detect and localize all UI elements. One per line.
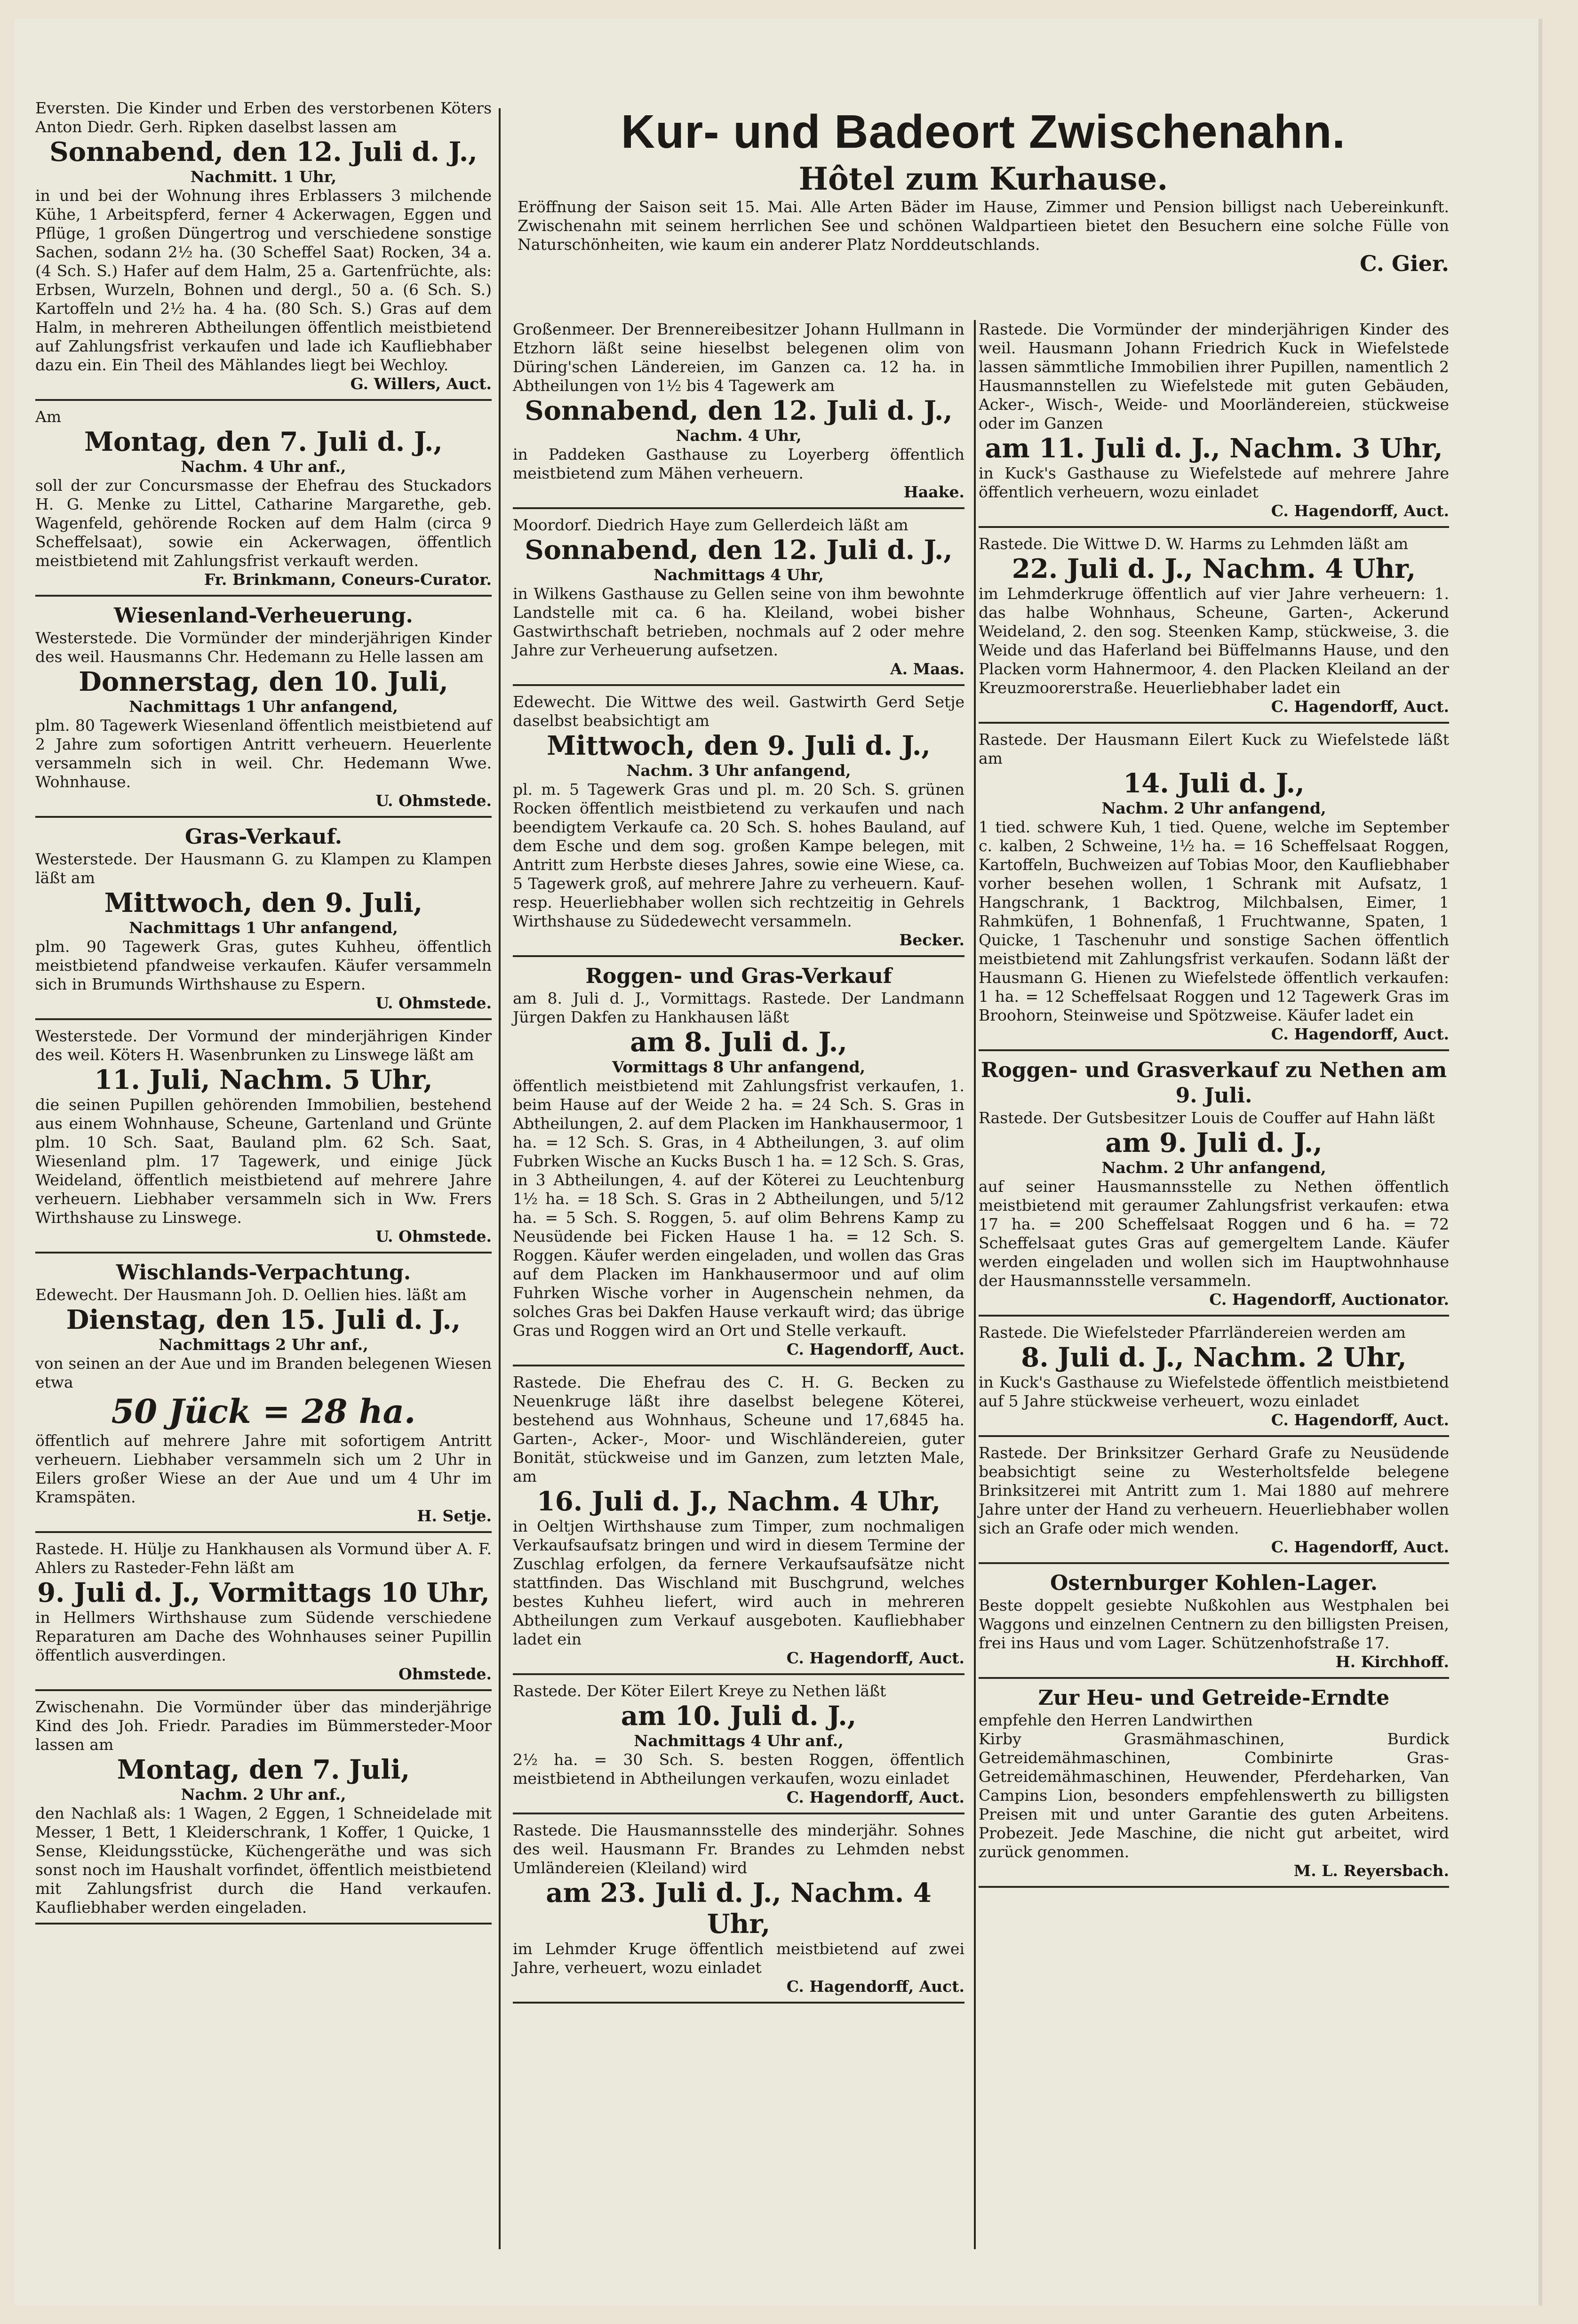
ad-intro: Edewecht. Die Wittwe des weil. Gastwirth Gerd Setje daselbst beabsichtigt am [513, 693, 964, 730]
ad-time: Nachm. 2 Uhr anfangend, [1101, 799, 1326, 817]
ad-heading: Zur Heu- und Getreide-Erndte [1038, 1686, 1390, 1710]
ad-body: die seinen Pupillen gehörenden Immobilien, bestehend aus einem Wohnhause, Scheune, Gartenland und Grünte plm. 10 Sch. Saat, Bauland plm. 62 Sch. Saat, Wiesenland plm. 17 Tagewerk, und einige Jück Weideland, öffentlich meistbietend auf mehrere Jahre verheuern. Liebhaber versammeln sich in Ww. Frers Wirthshause zu Linswege. [35, 1095, 492, 1227]
ad-time: Nachmittags 1 Uhr anfangend, [129, 918, 398, 937]
ad-heading: Osternburger Kohlen-Lager. [1050, 1571, 1378, 1595]
ad-signature: C. Hagendorff, Auct. [1271, 1411, 1449, 1429]
ad-body: in Hellmers Wirthshause zum Südende verschiedene Reparaturen am Dache des Wohnhauses seiner Pupillin öffentlich ausverdingen. [35, 1608, 492, 1664]
ad-body: in Kuck's Gasthause zu Wiefelstede öffentlich meistbietend auf 5 Jahre stückweise verheuert, wozu einladet [979, 1373, 1449, 1410]
ad-time: Nachm. 2 Uhr anfangend, [1101, 1158, 1326, 1177]
ad-body: im Lehmderkruge öffentlich auf vier Jahre verheuern: 1. das halbe Wohnhaus, Scheune, Garten-, Ackerund Weideland, 2. den sog. Steenken Kamp, stückweise, 3. die Weide und das Haferland bei Büffelmanns Hause, und den Placken vorm Hahnermoor, 4. den Placken Kleiland an der Kreuzmoorerstraße. Heuerliebhaber ladet ein [979, 584, 1449, 697]
ad-date: Donnerstag, den 10. Juli, [79, 666, 448, 697]
ad-signature: A. Maas. [890, 660, 964, 678]
advertisement [35, 824, 492, 1020]
ad-signature: Ohmstede. [398, 1665, 492, 1683]
advertisement [35, 407, 492, 597]
ad-time: Nachm. 4 Uhr anf., [181, 457, 346, 476]
ad-body: soll der zur Concursmasse der Ehefrau des Stuckadors H. G. Menke zu Littel, Catharine Margarethe, geb. Wagenfeld, gehörende Rocken auf dem Halm (circa 9 Scheffelsaat), sowie ein Ackerwagen, öffentlich meistbietend mit Zahlungsfrist verkauft werden. [35, 476, 492, 570]
ad-date: Sonnabend, den 12. Juli d. J., [525, 395, 953, 426]
ad-signature: U. Ohmstede. [375, 994, 492, 1012]
ad-time: Nachm. 2 Uhr anf., [181, 1785, 346, 1804]
ad-body: von seinen an der Aue und im Branden belegenen Wiesen etwa [35, 1354, 492, 1391]
advertisement [35, 603, 492, 818]
ad-signature: C. Hagendorff, Auct. [1271, 1025, 1449, 1043]
advertisement [35, 99, 492, 401]
ad-intro: Rastede. Die Vormünder der minderjährigen Kinder des weil. Hausmann Johann Friedrich Kuck in Wiefelstede lassen sämmtliche Immobilien ihrer Pupillen, namentlich 2 Hausmannstellen zu Wiefelstede mit guten Gebäuden, Acker-, Wisch-, Weide- und Moorländereien, stückweise oder im Ganzen [979, 320, 1449, 432]
advertisement [35, 1027, 492, 1254]
ad-body: Kirby Grasmähmaschinen, Burdick Getreidemähmaschinen, Combinirte Gras-Getreidemähmaschinen, Heuwender, Pferdeharken, Van Campins Lion, besonders empfehlenswerth zu billigsten Preisen mit und unter Garantie des guten Arbeitens. Probezeit. Jede Maschine, die nicht gut arbeitet, wird zurück genommen. [979, 1730, 1449, 1861]
ad-intro: Beste doppelt gesiebte Nußkohlen aus Westphalen bei Waggons und einzelnen Centnern zu den billigsten Preisen, frei ins Haus und vom Lager. Schützenhofstraße 17. [979, 1596, 1449, 1652]
ad-heading: Roggen- und Grasverkauf zu Nethen am 9. Juli. [980, 1058, 1447, 1108]
advertisement [979, 320, 1449, 528]
ad-intro: Rastede. Der Köter Eilert Kreye zu Nethen läßt [513, 1682, 886, 1700]
ad-body: 1 tied. schwere Kuh, 1 tied. Quene, welche im September c. kalben, 2 Schweine, 1½ ha. = 16 Scheffelsaat Roggen, Kartoffeln, Buchweizen auf Tobias Moor, den Kaufliebhaber vorher besehen wollen, 1 Schrank mit Aufsatz, 1 Hangschrank, 1 Backtrog, Milchbalsen, Eimer, 1 Rahmküfen, 1 Bohnenfaß, 1 Fruchtwanne, Spaten, 1 Quicke, 1 Taschenuhr und sonstige Sachen öffentlich meistbietend mit Zahlungsfrist verkaufen. Sodann läßt der Hausmann G. Hienen zu Wiefelstede öffentlich verkaufen: 1 ha. = 12 Scheffelsaat Roggen und 12 Tagewerk Gras im Broohorn, Steinweise und Spötzweise. Käufer ladet ein [979, 818, 1449, 1024]
ad-intro: Westerstede. Der Vormund der minderjährigen Kinder des weil. Köters H. Wasenbrunken zu Linswege läßt am [35, 1027, 492, 1064]
ad-intro: Rastede. Die Hausmannsstelle des minderjähr. Sohnes des weil. Hausmann Fr. Brandes zu Lehmden nebst Umländereien (Kleiland) wird [513, 1821, 964, 1877]
ad-body: in Paddeken Gasthause zu Loyerberg öffentlich meistbietend zum Mähen verheuern. [513, 445, 964, 482]
column-left [35, 99, 492, 2249]
advertisement [513, 516, 964, 686]
ad-date: 22. Juli d. J., Nachm. 4 Uhr, [1012, 553, 1416, 584]
ad-intro: Eversten. Die Kinder und Erben des verstorbenen Köters Anton Diedr. Gerh. Ripken daselbst lassen am [35, 99, 492, 136]
hotel-signature: C. Gier. [1360, 251, 1449, 276]
ad-date: 8. Juli d. J., Nachm. 2 Uhr, [1021, 1342, 1407, 1373]
ad-signature: C. Hagendorff, Auct. [1271, 697, 1449, 716]
ad-time: Nachmittags 1 Uhr anfangend, [129, 697, 398, 716]
ad-intro: am 8. Juli d. J., Vormittags. Rastede. Der Landmann Jürgen Dakfen zu Hankhausen läßt [513, 989, 964, 1026]
ad-body: in Wilkens Gasthause zu Gellen seine von ihm bewohnte Landstelle mit ca. 6 ha. Kleiland, wobei bisher Gastwirthschaft betrieben, nochmals auf 2 oder mehre Jahre zur Verheuerung aufsetzen. [513, 584, 964, 659]
advertisement [513, 964, 964, 1366]
ad-time: Nachm. 3 Uhr anfangend, [626, 761, 851, 780]
ad-heading: Wiesenland-Verheuerung. [114, 604, 413, 628]
ad-signature: Haake. [903, 483, 964, 501]
ad-intro: Westerstede. Der Hausmann G. zu Klampen zu Klampen läßt am [35, 850, 492, 887]
ad-date: am 23. Juli d. J., Nachm. 4 Uhr, [546, 1877, 932, 1940]
ad-body: plm. 90 Tagewerk Gras, gutes Kuhheu, öffentlich meistbietend pfandweise verkaufen. Käufer versammeln sich in Brumunds Wirthshause zu Espern. [35, 937, 492, 993]
ad-body: pl. m. 5 Tagewerk Gras und pl. m. 20 Sch. S. grünen Rocken öffentlich meistbietend zu verkaufen und nach beendigtem Verkaufe ca. 20 Sch. S. hohes Bauland, auf dem Esche und dem sog. großen Kampe belegen, mit Antritt zum Herbste dieses Jahres, sowie eine Wiese, ca. 5 Tagewerk groß, auf mehrere Jahre zu verheuern. Kauf- resp. Heuerliebhaber wollen sich rechtzeitig in Gehrels Wirthshause zu Südedewecht versammeln. [513, 780, 964, 930]
ad-time: Nachmittags 4 Uhr anf., [634, 1732, 844, 1750]
ad-signature: C. Hagendorff, Auctionator. [1209, 1290, 1449, 1309]
ad-date: 9. Juli d. J., Vormittags 10 Uhr, [37, 1577, 490, 1608]
hotel-advertisement [518, 104, 1449, 276]
ad-heading: Wischlands-Verpachtung. [116, 1261, 411, 1285]
ad-intro: Zwischenahn. Die Vormünder über das minderjährige Kind des Joh. Friedr. Paradies im Bümmersteder-Moor lassen am [35, 1698, 492, 1754]
ad-intro: Großenmeer. Der Brennereibesitzer Johann Hullmann in Etzhorn läßt seine hieselbst belegenen olim von Düring'schen Ländereien, im Ganzen ca. 12 ha. in Abtheilungen von 1½ bis 4 Tagewerk am [513, 320, 964, 395]
ad-date: Sonnabend, den 12. Juli d. J., [49, 136, 478, 168]
ad-signature: C. Hagendorff, Auct. [1271, 502, 1449, 520]
ad-intro: Rastede. Der Gutsbesitzer Louis de Couffer auf Hahn läßt [979, 1109, 1435, 1127]
advertisement [979, 1685, 1449, 1888]
ad-body: den Nachlaß als: 1 Wagen, 2 Eggen, 1 Schneidelade mit Messer, 1 Bett, 1 Kleiderschrank, 1 Koffer, 1 Quicke, 1 Sense, Kleidungsstücke, Küchengeräthe und was sich sonst noch im Haushalt vorfindet, öffentlich meistbietend mit Zahlungsfrist durch die Hand verkaufen. Kaufliebhaber werden eingeladen. [35, 1804, 492, 1917]
ad-body: öffentlich meistbietend mit Zahlungsfrist verkaufen, 1. beim Hause auf der Weide 2 ha. = 24 Sch. S. Gras in Abtheilungen, 2. auf dem Placken im Hankhausermoor, 1 ha. = 12 Sch. S. Gras, in 4 Abtheilungen, 3. auf olim Fubrken Wische an Kucks Busch 1 ha. = 12 Sch. S. Gras, in 3 Abtheilungen, 4. auf der Köterei zu Leuchtenburg 1½ ha. = 18 Sch. S. Gras in 2 Abtheilungen, und 5/12 ha. = 5 Sch. S. Roggen, 5. auf olim Behrens Kamp zu Neusüdende bei Ficken Hause 1 ha. = 12 Sch. S. Roggen. Käufer werden eingeladen, und wollen das Gras auf dem Placken im Hankhausermoor und auf olim Fuhrken Wische vorher in Augenschein nehmen, da solches Gras bei Dakfen Hause verkauft wird; das übrige Gras und Roggen wird an Ort und Stelle verkauft. [513, 1077, 964, 1340]
advertisement [979, 1444, 1449, 1564]
ad-date: 11. Juli, Nachm. 5 Uhr, [94, 1064, 433, 1095]
ad-time: Nachmittags 2 Uhr anf., [159, 1335, 368, 1354]
ad-date: am 8. Juli d. J., [630, 1027, 847, 1058]
ad-signature: C. Hagendorff, Auct. [786, 1788, 964, 1806]
ad-intro: Rastede. Die Ehefrau des C. H. G. Becken zu Neuenkruge läßt ihre daselbst belegene Köterei, bestehend aus Wohnhaus, Scheune und 17,6845 ha. Garten-, Acker-, Moor- und Wischländereien, guter Bonität, stückweise und im Ganzen, zum letzten Male, am [513, 1373, 964, 1485]
advertisement [979, 1323, 1449, 1437]
ad-time: Vormittags 8 Uhr anfangend, [612, 1058, 866, 1076]
ad-date: Montag, den 7. Juli, [117, 1754, 410, 1785]
advertisement [513, 1682, 964, 1814]
ad-signature: C. Hagendorff, Auct. [786, 1340, 964, 1358]
column-rule-left [499, 108, 501, 2249]
ad-intro: Rastede. H. Hülje zu Hankhausen als Vormund über A. F. Ahlers zu Rasteder-Fehn läßt am [35, 1540, 492, 1577]
advertisement [513, 693, 964, 957]
ad-signature: Fr. Brinkmann, Coneurs-Curator. [204, 570, 492, 589]
advertisement [513, 1373, 964, 1675]
ad-intro: Rastede. Der Brinksitzer Gerhard Grafe zu Neusüdende beabsichtigt seine zu Westerholtsfelde belegene Brinksitzerei mit Antritt zum 1. Mai 1880 auf mehrere Jahre unter der Hand zu verheuern. Heuerliebhaber wollen sich an Grafe oder mich wenden. [979, 1444, 1449, 1537]
advertisement [513, 1821, 964, 2004]
advertisement [979, 730, 1449, 1051]
ad-date: Mittwoch, den 9. Juli d. J., [547, 730, 931, 761]
ad-signature: Becker. [899, 931, 964, 949]
ad-intro: empfehle den Herren Landwirthen [979, 1711, 1253, 1729]
newspaper-page [14, 19, 1538, 2306]
ad-body-continued: öffentlich auf mehrere Jahre mit sofortigem Antritt verheuern. Liebhaber versammeln sich um 2 Uhr in Eilers großer Wiese an der Aue und um 4 Uhr im Kramspäten. [35, 1431, 492, 1506]
advertisement [35, 1260, 492, 1533]
ad-date: Montag, den 7. Juli d. J., [84, 426, 443, 457]
ad-body: im Lehmder Kruge öffentlich meistbietend auf zwei Jahre, verheuert, wozu einladet [513, 1940, 964, 1977]
hotel-headline: Kur- und Badeort Zwischenahn. [621, 105, 1346, 158]
ad-time: Nachm. 4 Uhr, [676, 426, 802, 445]
ad-signature: H. Setje. [417, 1507, 492, 1525]
ad-date: am 11. Juli d. J., Nachm. 3 Uhr, [985, 433, 1443, 464]
ad-signature: C. Hagendorff, Auct. [1271, 1538, 1449, 1556]
advertisement [979, 535, 1449, 724]
ad-date: 14. Juli d. J., [1123, 768, 1305, 799]
ad-intro: Westerstede. Die Vormünder der minderjährigen Kinder des weil. Hausmanns Chr. Hedemann zu Helle lassen am [35, 629, 492, 666]
ad-body: plm. 80 Tagewerk Wiesenland öffentlich meistbietend auf 2 Jahre zum sofortigen Antritt verheuern. Heuerlente versammeln sich in weil. Chr. Hedemann Wwe. Wohnhause. [35, 716, 492, 791]
ad-heading: Roggen- und Gras-Verkauf [585, 964, 892, 988]
ad-body: auf seiner Hausmannsstelle zu Nethen öffentlich meistbietend mit geraumer Zahlungsfrist verkaufen: etwa 17 ha. = 200 Scheffelsaat Roggen und 6 ha. = 72 Scheffelsaat gutes Gras auf gemergeltem Lande. Käufer werden eingeladen und wollen sich im Hauptwohnhause der Hausmannsstelle versammeln. [979, 1177, 1449, 1290]
ad-date: Mittwoch, den 9. Juli, [104, 887, 423, 918]
ad-heading: Gras-Verkauf. [184, 825, 343, 849]
ad-date: Dienstag, den 15. Juli d. J., [66, 1304, 461, 1335]
ad-body: in Oeltjen Wirthshause zum Timper, zum nochmaligen Verkaufsaufsatz bringen und wird in diesem Termine der Zuschlag erfolgen, da fernere Verkaufsaufsätze nicht stattfinden. Das Wischland mit Buschgrund, welches bestes Kuhheu liefert, wird auch in mehreren Abtheilungen zum Verkauf ausgeboten. Kaufliebhaber ladet ein [513, 1517, 964, 1648]
ad-intro: Rastede. Der Hausmann Eilert Kuck zu Wiefelstede läßt am [979, 730, 1449, 767]
advertisement [513, 320, 964, 509]
ad-intro: Moordorf. Diedrich Haye zum Gellerdeich läßt am [513, 516, 909, 534]
ad-intro: Edewecht. Der Hausmann Joh. D. Oellien hies. läßt am [35, 1286, 467, 1304]
hotel-body: Eröffnung der Saison seit 15. Mai. Alle Arten Bäder im Hause, Zimmer und Pension billigst nach Uebereinkunft. Zwischenahn mit seinem herrlichen See und schönen Waldpartieen bietet den Besuchern eine solche Fülle von Naturschönheiten, wie kaum ein anderer Platz Norddeutschlands. [518, 198, 1449, 254]
ad-signature: M. L. Reyersbach. [1293, 1861, 1449, 1880]
hotel-subheadline: Hôtel zum Kurhause. [798, 160, 1168, 197]
ad-signature: C. Hagendorff, Auct. [786, 1977, 964, 1996]
ad-date: 16. Juli d. J., Nachm. 4 Uhr, [536, 1486, 941, 1517]
column-middle [513, 320, 964, 2249]
advertisement [979, 1571, 1449, 1679]
ad-intro: Am [35, 407, 62, 426]
ad-signature: H. Kirchhoff. [1335, 1653, 1449, 1671]
ad-signature: U. Ohmstede. [375, 791, 492, 810]
advertisement [35, 1540, 492, 1691]
ad-body: 2½ ha. = 30 Sch. S. besten Roggen, öffentlich meistbietend in Abtheilungen verkaufen, wozu einladet [513, 1750, 964, 1788]
advertisement [979, 1058, 1449, 1317]
ad-signature: G. Willers, Auct. [350, 375, 492, 393]
ad-signature: U. Ohmstede. [375, 1227, 492, 1246]
ad-date: am 10. Juli d. J., [621, 1701, 857, 1732]
ad-signature: C. Hagendorff, Auct. [786, 1649, 964, 1667]
ad-time: Nachmitt. 1 Uhr, [190, 168, 337, 186]
column-right [979, 320, 1449, 2249]
ad-intro: Rastede. Die Wittwe D. W. Harms zu Lehmden läßt am [979, 535, 1409, 553]
ad-date: Sonnabend, den 12. Juli d. J., [525, 535, 953, 566]
ad-date: am 9. Juli d. J., [1105, 1127, 1323, 1158]
ad-highlight: 50 Jück = 28 ha. [111, 1392, 416, 1431]
column-rule-right [974, 320, 976, 2249]
ad-intro: Rastede. Die Wiefelsteder Pfarrländereien werden am [979, 1323, 1406, 1342]
advertisement [35, 1698, 492, 1925]
ad-body: in und bei der Wohnung ihres Erblassers 3 milchende Kühe, 1 Arbeitspferd, ferner 4 Ackerwagen, Eggen und Pflüge, 1 großen Düngertrog und verschiedene sonstige Sachen, sodann 2½ ha. (30 Scheffel Saat) Rocken, 34 a. (4 Sch. S.) Hafer auf dem Halm, 25 a. Gartenfrüchte, als: Erbsen, Wurzeln, Bohnen und dergl., 50 a. (6 Sch. S.) Kartoffeln und 2½ ha. 4 ha. (80 Sch. S.) Gras auf dem Halm, in mehreren Abtheilungen öffentlich meistbietend auf Zahlungsfrist verkaufen und lade ich Kaufliebhaber dazu ein. Ein Theil des Mählandes liegt bei Wechloy. [35, 186, 492, 374]
ad-time: Nachmittags 4 Uhr, [654, 566, 824, 584]
ad-body: in Kuck's Gasthause zu Wiefelstede auf mehrere Jahre öffentlich verheuern, wozu einladet [979, 464, 1449, 501]
